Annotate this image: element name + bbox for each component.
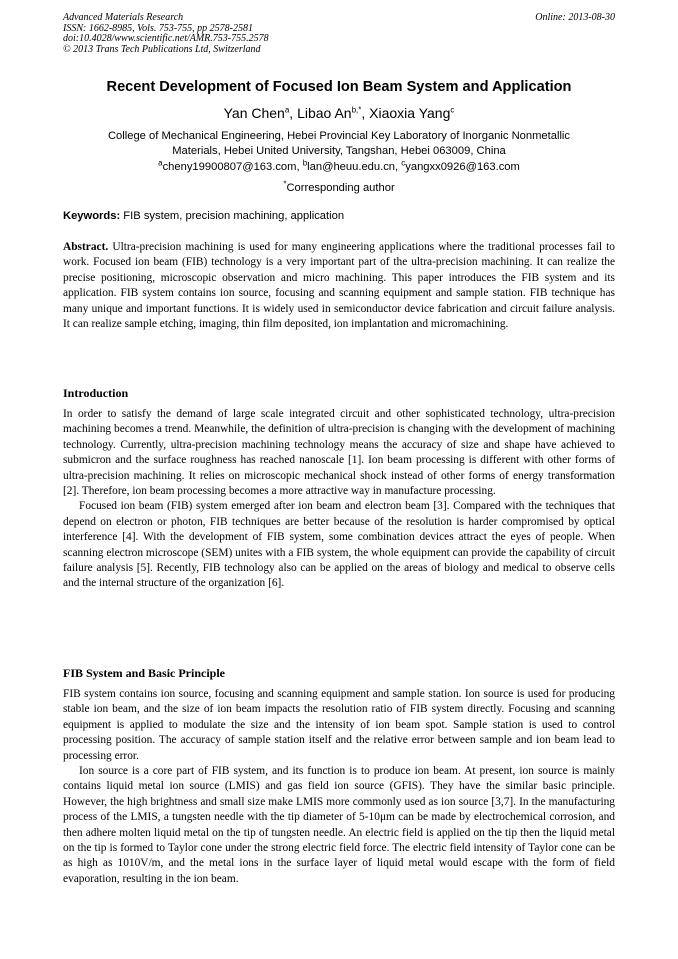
- copyright-line: © 2013 Trans Tech Publications Ltd, Switzerland: [63, 43, 261, 55]
- corresponding-mark: *: [283, 179, 287, 189]
- doi-line: doi:10.4028/www.scientific.net/AMR.753-755.2578: [63, 33, 269, 44]
- journal-header: [63, 13, 615, 55]
- fib-section-body: [63, 687, 615, 887]
- section-heading-fib-system: FIB System and Basic Principle: [63, 666, 226, 680]
- corresponding-author-note: [0, 181, 678, 195]
- journal-name: Advanced Materials Research: [63, 12, 184, 23]
- keywords-label: Keywords:: [63, 210, 121, 222]
- email-superscript: a: [158, 157, 163, 167]
- author-name: Xiaoxia Yang: [369, 105, 451, 121]
- author-separator: ,: [361, 105, 370, 121]
- paper-title: Recent Development of Focused Ion Beam System and Application: [106, 79, 572, 95]
- email-superscript: c: [401, 157, 406, 167]
- email-line: [60, 157, 618, 175]
- abstract-text: Ultra-precision machining is used for many engineering applications where the traditional processes fail to work. Focused ion beam (FIB) technology is a very important part of the ultra-precision machining. It can realize the precise positioning, microscopic observation and micro machining. This paper introduces the FIB system and its application. FIB system contains ion source, focusing and scanning equipment and sample station. FIB technique has many unique and important functions. It is widely used in semiconductor device fabrication and circuit failure analysis. It can realize sample etching, imaging, thin film deposited, ion implantation and micromachining.: [63, 241, 615, 331]
- email-link[interactable]: cheny19900807@163.com,: [162, 160, 303, 173]
- abstract: [63, 240, 615, 332]
- paragraph: In order to satisfy the demand of large scale integrated circuit and other sophisticated technology, ultra-precision machining becomes a trend. Meanwhile, the definition of ultra-precision is changing with the development of machining technology. Currently, ultra-precision machining technology means the accuracy of size and shape have achieved to submicron and the surface roughness has reached nanoscale [1]. Ion beam processing is different with other forms of ultra-precision machining. It relies on microscopic mechanical shock instead of other forms of energy transformation [2]. Therefore, ion beam processing becomes a more attractive way in manufacture processing.: [63, 408, 615, 498]
- email-link[interactable]: lan@heuu.edu.cn,: [307, 160, 402, 173]
- online-date: Online: 2013-08-30: [535, 12, 615, 23]
- paragraph: Focused ion beam (FIB) system emerged after ion beam and electron beam [3]. Compared with the techniques that depend on electron or photon, FIB techniques are better because of the resolution is harder compromised by optical interference [4]. With the development of FIB system, some combination devices attract the eyes of people. When scanning electron microscope (SEM) unites with a FIB system, the whole equipment can provide the capability of circuit failure analysis [5]. Recently, FIB technology also can be applied on the areas of biology and medical to observe cells and the internal structure of the organization [6].: [63, 500, 615, 590]
- paragraph: FIB system contains ion source, focusing and scanning equipment and sample station. Ion source is used for producing stable ion beam, and the size of ion beam impacts the resolution ratio of FIB system directly. Focusing and scanning equipment is applied to modulate the size and the intensity of ion beam spot. Sample station is used to control processing position. The accuracy of sample station itself and the relative error between sample and ion beam lead to processing error.: [63, 688, 615, 762]
- introduction-body: [63, 407, 615, 592]
- author-superscript: b,*: [351, 105, 362, 115]
- author-superscript: c: [450, 105, 455, 115]
- author-separator: ,: [289, 105, 298, 121]
- affiliation: [60, 129, 618, 175]
- author-list: [0, 104, 678, 122]
- email-link[interactable]: yangxx0926@163.com: [405, 160, 520, 173]
- paragraph: Ion source is a core part of FIB system, and its function is to produce ion beam. At present, ion source is mainly contains liquid metal ion source (LMIS) and gas field ion source (GFIS). They have the similar basic principle. However, the high brightness and small size make LMIS more commonly used as ion source [3,7]. In the manufacturing process of the LMIS, a tungsten needle with the tip diameter of 5-10μm can be made by electrochemical corrosion, and then adhere molten liquid metal on the tip of tungsten needle. An electric field is applied on the tip then the liquid metal on the tip is formed to Taylor cone under the strong electric field force. The electric field intensity of Taylor cone can be as high as 1010V/m, and the metal ions in the surface layer of liquid metal would escape with the form of field evaporation, resulting in the ion beam.: [63, 765, 615, 885]
- issn-line: ISSN: 1662-8985, Vols. 753-755, pp 2578-2581: [63, 22, 253, 34]
- abstract-paragraph: [63, 240, 615, 332]
- affiliation-line-2: Materials, Hebei United University, Tangshan, Hebei 063009, China: [172, 145, 506, 158]
- author-name: Yan Chen: [223, 105, 285, 121]
- keywords: [63, 209, 615, 223]
- section-heading-introduction: Introduction: [63, 386, 129, 400]
- corresponding-text: Corresponding author: [286, 182, 395, 194]
- keywords-text: FIB system, precision machining, application: [120, 210, 345, 222]
- abstract-label: Abstract.: [63, 241, 109, 253]
- author-superscript: a: [284, 105, 290, 115]
- author-name: Libao An: [297, 105, 352, 121]
- email-superscript: b: [302, 157, 308, 167]
- affiliation-line-1: College of Mechanical Engineering, Hebei Provincial Key Laboratory of Inorganic Nonmetallic: [107, 130, 571, 142]
